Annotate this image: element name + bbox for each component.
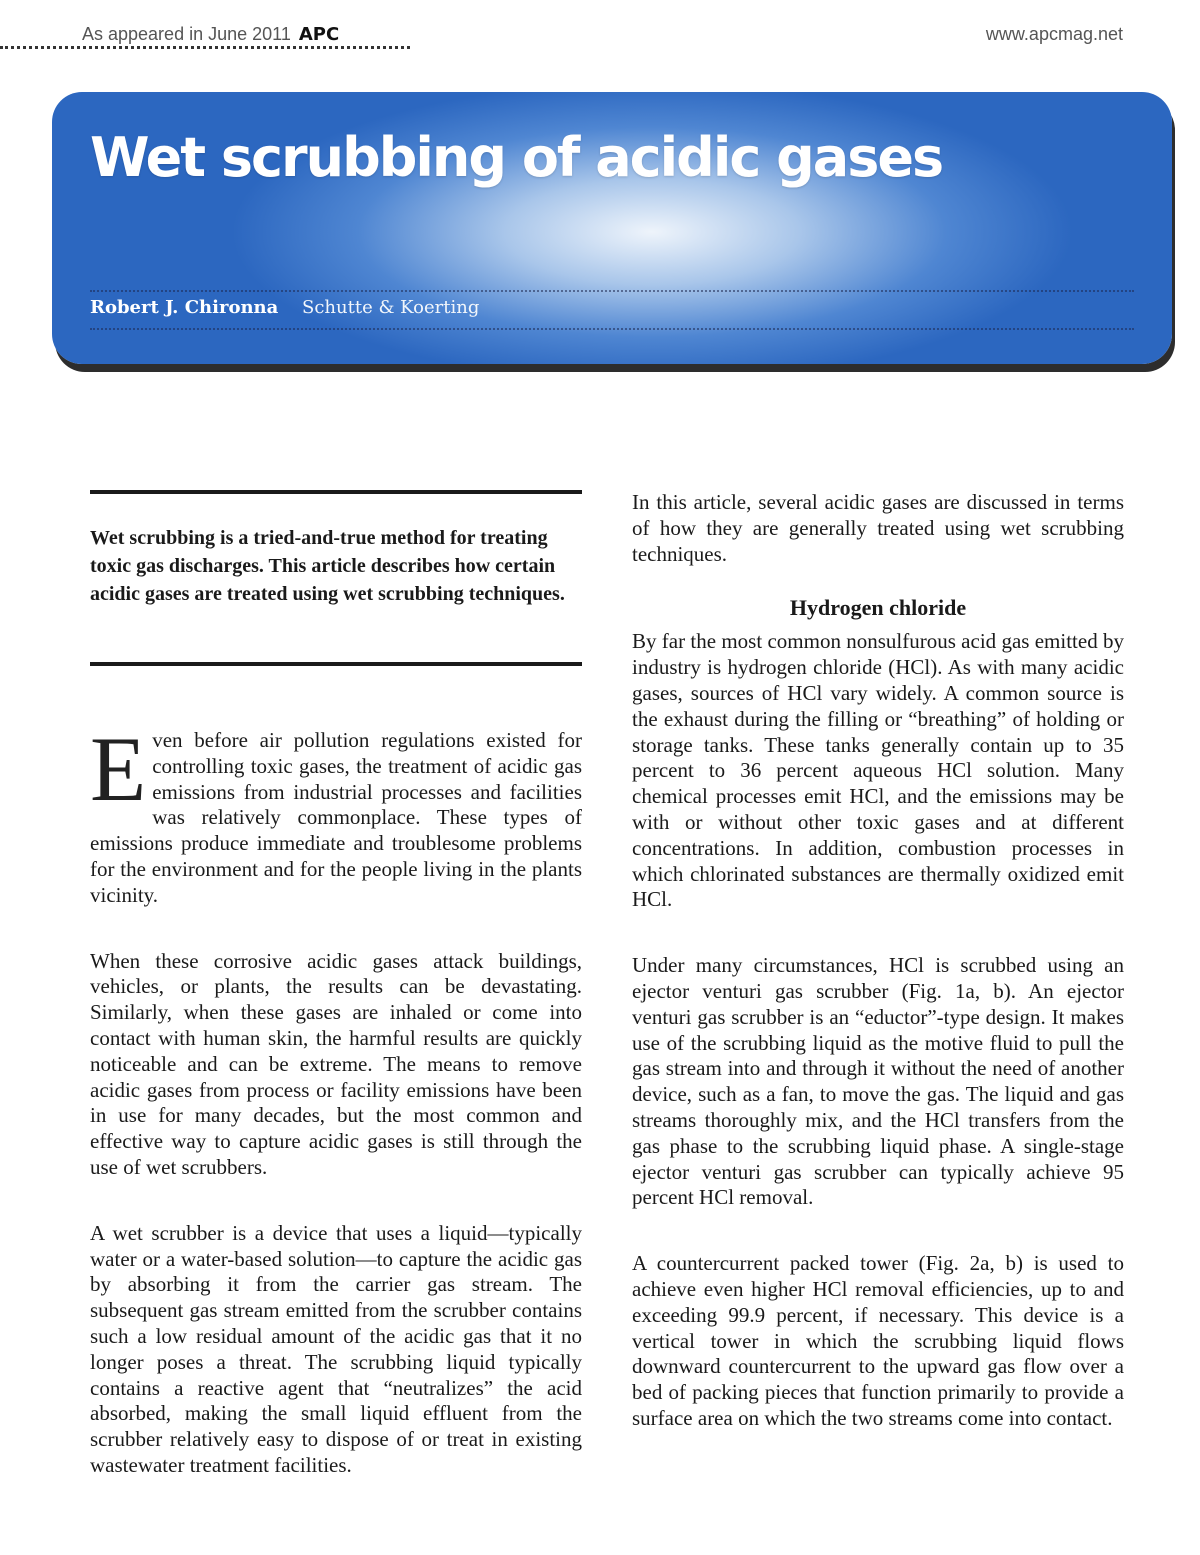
body-paragraph: In this article, several acidic gases are discussed in terms of how they are generally treated using wet scrubbing techniques. [632, 490, 1124, 566]
body-paragraph: When these corrosive acidic gases attack buildings, vehicles, or plants, the results can be devastating. Similarly, when these gases are inhaled or come into contact with human skin, the harmful results are quickly noticeable and can be extreme. The means to remove acidic gases from process or facility emissions have been in use for many decades, but the most common and effective way to capture acidic gases is still through the use of wet scrubbers. [90, 948, 582, 1179]
body-paragraph: A wet scrubber is a device that uses a liquid—typically water or a water-based solution—to capture the acidic gas by absorbing it from the carrier gas stream. The subsequent gas stream emitted from the scrubber contains such a low residual amount of the acidic gas that it no longer poses a threat. The scrubbing liquid typically contains a reactive agent that “neutralizes” the acid absorbed, making the small liquid effluent from the scrubber relatively easy to dispose of or treat in existing wastewater treatment facilities. [90, 1220, 582, 1477]
body-paragraph: By far the most common nonsulfurous acid gas emitted by industry is hydrogen chloride (HCl). As with many acidic gases, sources of HCl vary widely. A common source is the exhaust during the filling or “breathing” of holding or storage tanks. These tanks generally contain up to 35 percent to 36 percent aqueous HCl solution. Many chemical processes emit HCl, and the emissions may be with or without other toxic gases and at different concentrations. In addition, combustion processes in which chlorinated substances are thermally oxidized emit HCl. [632, 629, 1124, 912]
abstract-box [90, 490, 582, 666]
dotted-rule [0, 46, 410, 49]
title-banner [52, 92, 1172, 364]
body-paragraph: Under many circumstances, HCl is scrubbed using an ejector venturi gas scrubber (Fig. 1a, b). An ejector venturi gas scrubber is an “eductor”-type design. It makes use of the scrubbing liquid as the motive fluid to pull the gas stream into and through it without the need of another device, such as a fan, to move the gas. The liquid and gas streams thoroughly mix, and the HCl transfers from the gas phase to the scrubbing liquid phase. A single-stage ejector venturi gas scrubber can typically achieve 95 percent HCl removal. [632, 953, 1124, 1210]
intro-paragraph [90, 718, 582, 909]
section-heading: Hydrogen chloride [789, 595, 967, 621]
site-url: www.apcmag.net [985, 24, 1123, 44]
article-title: Wet scrubbing of acidic gases [90, 126, 943, 189]
publication-note [82, 24, 339, 45]
brand-logo: APC [298, 24, 340, 45]
body-paragraph: A countercurrent packed tower (Fig. 2a, b) is used to achieve even higher HCl removal efficiencies, up to and exceeding 99.9 percent, if necessary. This device is a vertical tower in which the scrubbing liquid flows downward countercurrent to the upward gas flow over a bed of packing pieces that function primarily to provide a surface area on which the two streams come into contact. [632, 1251, 1124, 1430]
author-name: Robert J. Chironna [90, 297, 279, 318]
left-column [90, 490, 582, 1479]
abstract-text: Wet scrubbing is a tried-and-true method for treating toxic gas discharges. This article describes how certain acidic gases are treated using wet scrubbing techniques. [90, 527, 565, 605]
byline [90, 290, 1134, 330]
appeared-text: As appeared in June 2011 [82, 24, 291, 44]
drop-cap: E [90, 718, 147, 820]
author-affiliation: Schutte & Koerting [302, 297, 480, 318]
right-column [632, 490, 1124, 1432]
page-header [0, 22, 1200, 52]
intro-paragraph-text: ven before air pollution regulations existed for controlling toxic gases, the treatment of acidic gas emissions from industrial processes and facilities was relatively commonplace. These types of emissions produce immediate and troublesome problems for the environment and for the people living in the plants vicinity. [90, 728, 582, 907]
